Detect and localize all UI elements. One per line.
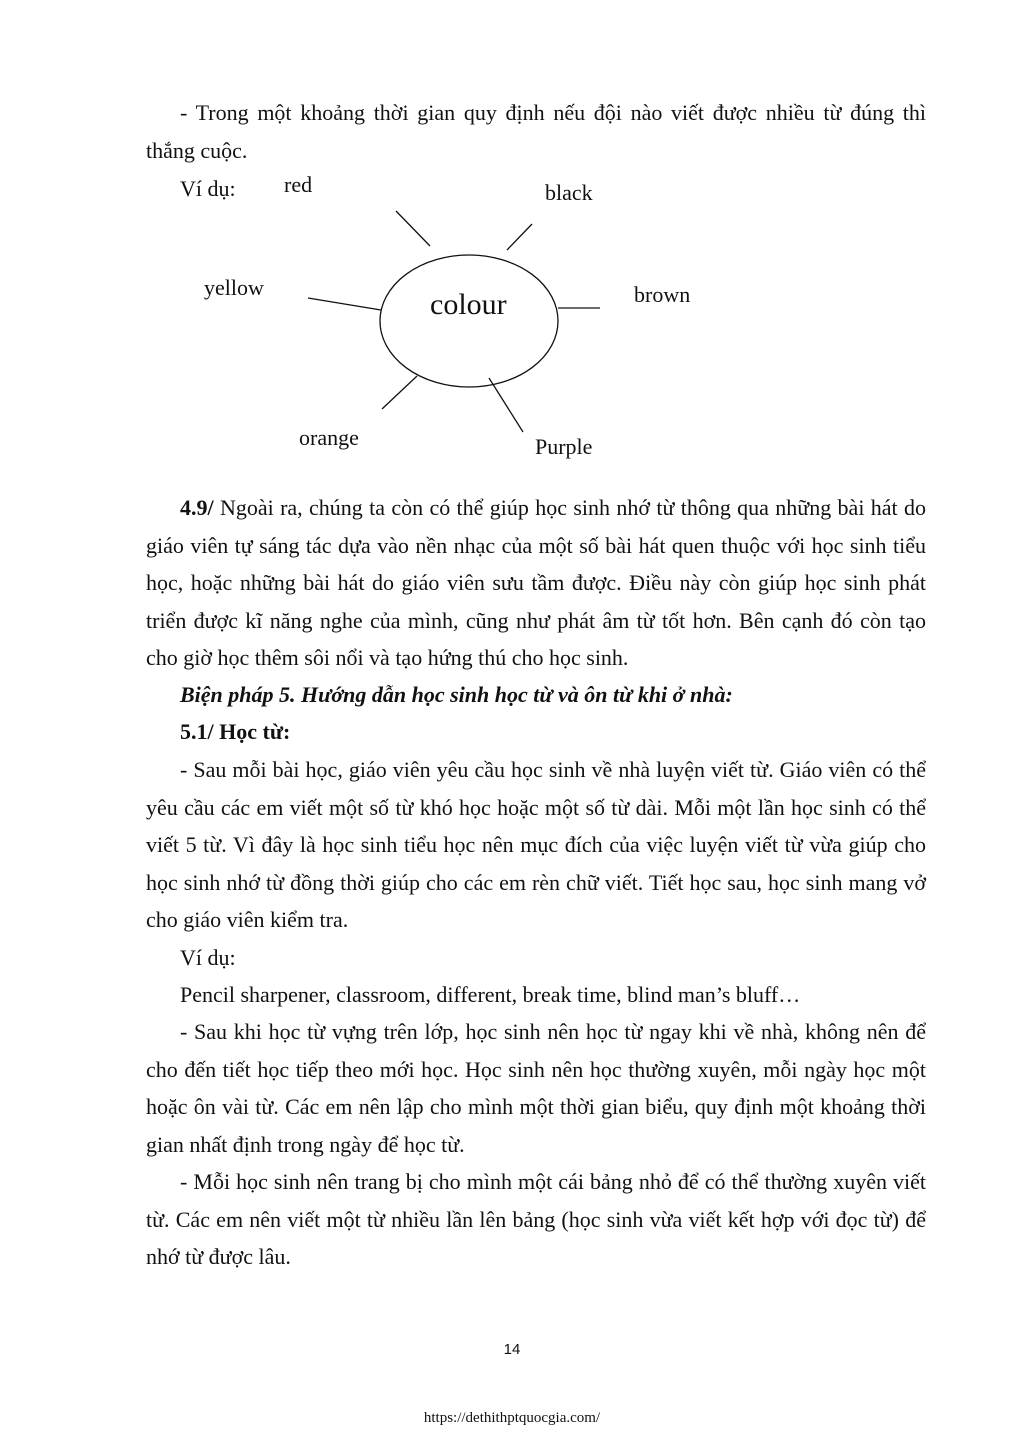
- diagram-word-red: red: [284, 172, 313, 197]
- spoke-yellow: [308, 298, 381, 310]
- sub-heading-5-1: 5.1/ Học từ:: [180, 719, 291, 744]
- small-board-paragraph: - Mỗi học sinh nên trang bị cho mình một cái bảng nhỏ để có thể thường xuyên viết từ. Các em nên viết một từ nhiều lần lên bảng (học sinh vừa viết kết hợp với đọc từ) để nhớ từ được lâu.: [146, 1169, 926, 1269]
- measure-5-heading: Biện pháp 5. Hướng dẫn học sinh học từ và ôn từ khi ở nhà:: [180, 682, 733, 707]
- diagram-word-brown: brown: [634, 282, 691, 307]
- section-4-9-text: Ngoài ra, chúng ta còn có thể giúp học sinh nhớ từ thông qua những bài hát do giáo viên tự sáng tác dựa vào nền nhạc của một số bài hát quen thuộc với học sinh tiểu học, hoặc những bài hát do giáo viên sưu tầm được. Điều này còn giúp học sinh phát triển được kĩ năng nghe của mình, cũng như phát âm từ tốt hơn. Bên cạnh đó còn tạo cho giờ học thêm sôi nổi và tạo hứng thú cho học sinh.: [146, 495, 926, 670]
- example-label: Ví dụ:: [180, 176, 236, 201]
- spoke-purple: [489, 378, 523, 432]
- rule-paragraph: - Trong một khoảng thời gian quy định nếu đội nào viết được nhiều từ đúng thì thắng cuộc.: [146, 100, 926, 163]
- home-study-paragraph: - Sau khi học từ vựng trên lớp, học sinh nên học từ ngay khi về nhà, không nên để cho đến tiết học tiếp theo mới học. Học sinh nên học thường xuyên, mỗi ngày học một hoặc ôn vài từ. Các em nên lập cho mình một thời gian biểu, quy định một khoảng thời gian nhất định trong ngày để học từ.: [146, 1019, 926, 1157]
- page-number: 14: [503, 1341, 521, 1358]
- diagram-word-purple: Purple: [535, 434, 593, 459]
- spoke-orange: [382, 376, 417, 409]
- diagram-word-yellow: yellow: [204, 275, 264, 300]
- diagram-word-orange: orange: [299, 425, 359, 450]
- diagram-word-black: black: [545, 180, 593, 205]
- example-label-2: Ví dụ:: [180, 945, 236, 970]
- practice-paragraph: - Sau mỗi bài học, giáo viên yêu cầu học sinh về nhà luyện viết từ. Giáo viên có thể yêu cầu các em viết một số từ khó học hoặc một số từ dài. Mỗi một lần học sinh có thể viết 5 từ. Vì đây là học sinh tiểu học nên mục đích của việc luyện viết từ vừa giúp cho học sinh nhớ từ đồng thời giúp cho các em rèn chữ viết. Tiết học sau, học sinh mang vở cho giáo viên kiểm tra.: [146, 757, 926, 932]
- spoke-black: [507, 224, 532, 250]
- center-ellipse: [380, 255, 558, 387]
- diagram-center-word: colour: [430, 288, 507, 321]
- footer-url[interactable]: https://dethithptquocgia.com/: [423, 1410, 601, 1426]
- section-4-9-number: 4.9/: [180, 495, 214, 520]
- example-words: Pencil sharpener, classroom, different, break time, blind man’s bluff…: [180, 982, 801, 1007]
- section-4-9-paragraph: [146, 489, 926, 677]
- spoke-red: [396, 211, 430, 246]
